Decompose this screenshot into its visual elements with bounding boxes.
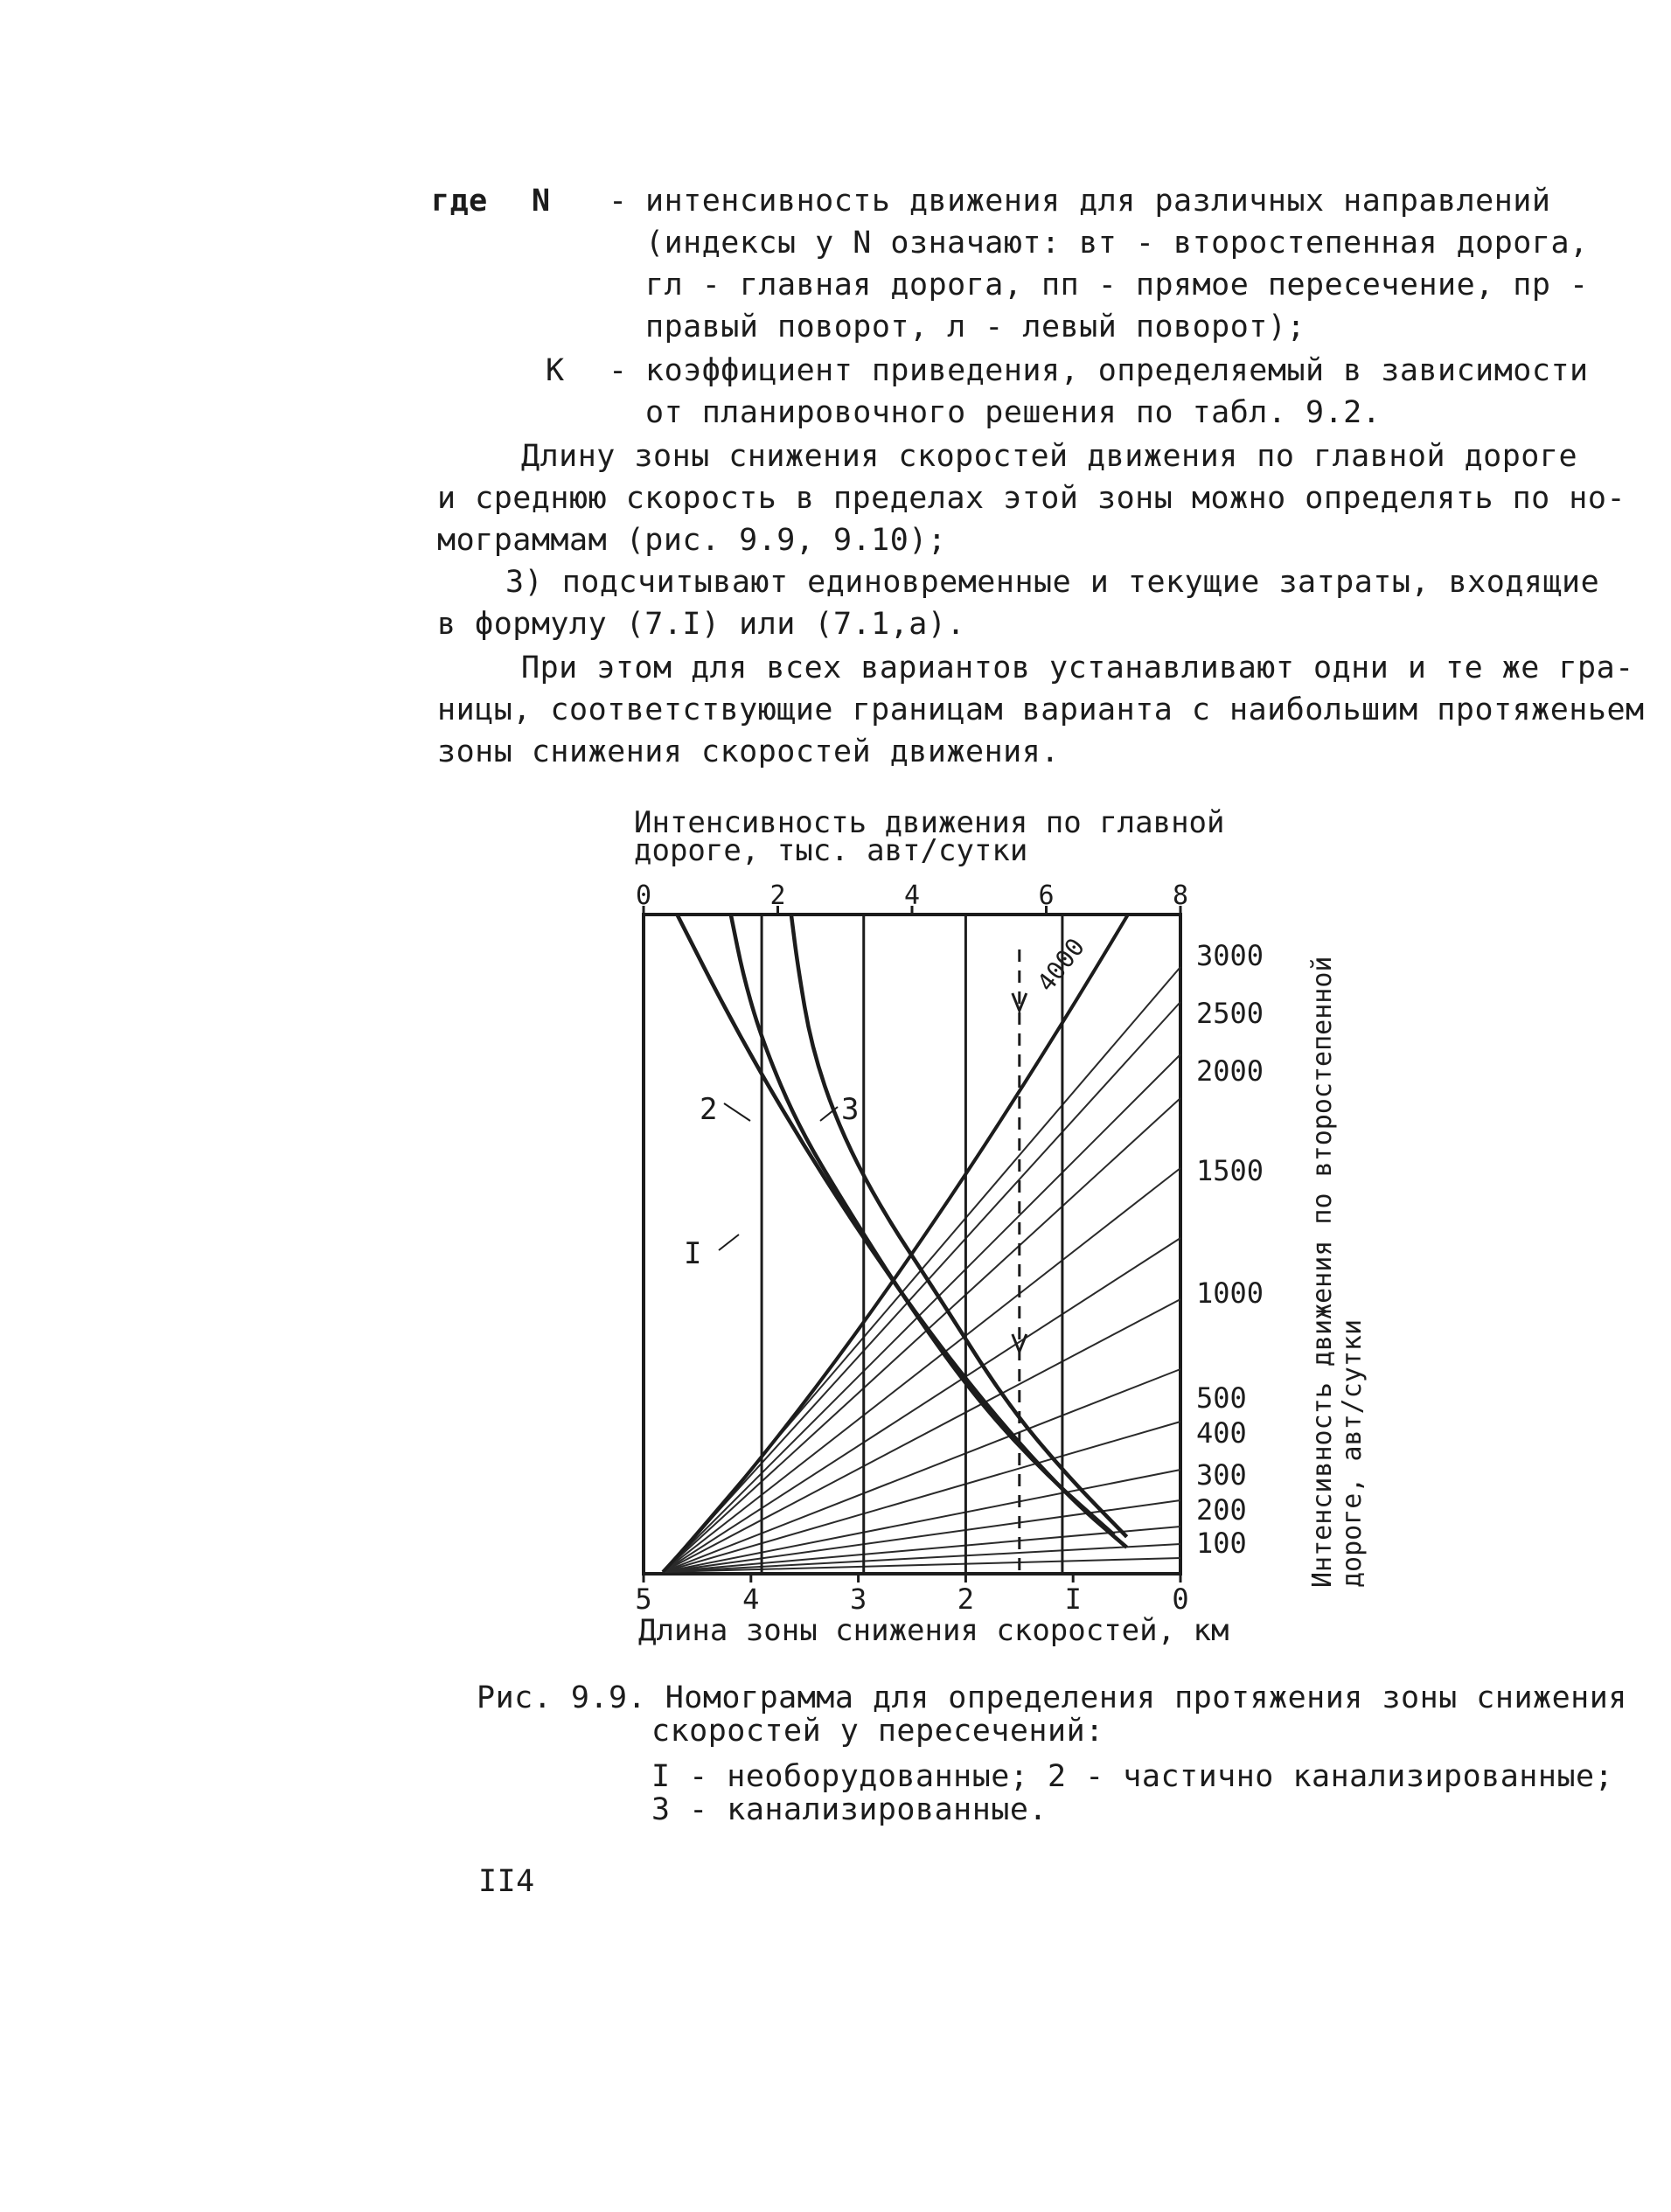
top-tick-label: 8 bbox=[1172, 880, 1189, 911]
paragraph-1-line-2: и среднюю скорость в пределах этой зоны можно определять по но- bbox=[437, 481, 1626, 516]
paragraph-2-line-2: в формулу (7.I) или (7.1,а). bbox=[437, 607, 966, 642]
paragraph-2-line-1: 3) подсчитывают единовременные и текущие затраты, входящие bbox=[505, 565, 1600, 600]
def-n-line-3: гл - главная дорога, пп - прямое пересечение, пр - bbox=[645, 268, 1589, 303]
paragraph-1-line-3: мограммам (рис. 9.9, 9.10); bbox=[437, 523, 947, 558]
def-k-symbol: К bbox=[546, 353, 565, 388]
fan-line bbox=[663, 1002, 1180, 1572]
curve-label-3: 3 bbox=[841, 1092, 860, 1127]
right-tick-label: 400 bbox=[1196, 1416, 1247, 1450]
top-axis-title-line-2: дороге, тыс. авт/сутки bbox=[634, 833, 1028, 868]
def-k-line-1: коэффициент приведения, определяемый в зависимости bbox=[645, 353, 1589, 388]
right-tick-label: 300 bbox=[1196, 1458, 1247, 1492]
def-where-word: где bbox=[431, 184, 488, 219]
figure-caption-line-1: Рис. 9.9. Номограмма для определения протяжения зоны снижения bbox=[477, 1680, 1627, 1715]
right-tick-label: 100 bbox=[1196, 1527, 1247, 1560]
def-n-dash: - bbox=[609, 184, 628, 219]
figure-legend-line-1: I - необорудованные; 2 - частично канализированные; bbox=[651, 1759, 1614, 1794]
right-tick-label: 200 bbox=[1196, 1493, 1247, 1527]
fan-line bbox=[663, 1098, 1180, 1572]
right-tick-label: 2500 bbox=[1196, 997, 1264, 1030]
curve-leader bbox=[724, 1103, 750, 1121]
fan-line-4000 bbox=[663, 915, 1128, 1572]
top-tick-label: 4 bbox=[903, 880, 921, 911]
paragraph-3-line-2: ницы, соответствующие границам варианта с наибольшим протяженьем bbox=[437, 692, 1645, 727]
bottom-tick-label: I bbox=[1064, 1582, 1082, 1616]
figure-legend-line-2: 3 - канализированные. bbox=[651, 1792, 1048, 1827]
nomogram-curves bbox=[677, 915, 1126, 1548]
fan-line bbox=[663, 1369, 1180, 1572]
right-tick-label: 2000 bbox=[1196, 1054, 1264, 1088]
paragraph-3-line-3: зоны снижения скоростей движения. bbox=[437, 734, 1060, 769]
right-tick-label: 3000 bbox=[1196, 939, 1264, 972]
curve-leader bbox=[719, 1235, 739, 1250]
right-axis-title-line-1: Интенсивность движения по второстепенной bbox=[1307, 956, 1338, 1588]
bottom-tick-label: 2 bbox=[957, 1582, 975, 1616]
fan-label-4000: 4000 bbox=[1031, 932, 1091, 998]
axis-labels bbox=[634, 805, 1368, 1648]
def-n-line-4: правый поворот, л - левый поворот); bbox=[645, 310, 1306, 344]
right-axis-title-line-2: дороге, авт/сутки bbox=[1337, 1318, 1368, 1588]
page-number: II4 bbox=[478, 1864, 535, 1899]
bottom-tick-label: 5 bbox=[635, 1582, 652, 1616]
right-tick-label: 500 bbox=[1196, 1381, 1247, 1415]
fan-line bbox=[663, 1544, 1180, 1572]
top-tick-label: 2 bbox=[769, 880, 786, 911]
def-n-symbol: N bbox=[532, 184, 551, 219]
top-tick-label: 0 bbox=[635, 880, 652, 911]
def-k-line-2: от планировочного решения по табл. 9.2. bbox=[645, 395, 1382, 430]
def-n-line-1: интенсивность движения для различных направлений bbox=[645, 184, 1551, 219]
fan-line bbox=[663, 1054, 1180, 1572]
fan-line bbox=[663, 1299, 1180, 1572]
def-k-dash: - bbox=[609, 353, 628, 388]
top-tick-label: 6 bbox=[1038, 880, 1055, 911]
def-n-line-2: (индексы у N означают: вт - второстепенная дорога, bbox=[645, 226, 1589, 261]
intensity-fan-lines bbox=[663, 915, 1180, 1572]
curve-2 bbox=[731, 915, 1113, 1534]
right-tick-label: 1500 bbox=[1196, 1154, 1264, 1187]
paragraph-1-line-1: Длину зоны снижения скоростей движения по главной дороге bbox=[521, 439, 1578, 474]
right-tick-label: 1000 bbox=[1196, 1276, 1264, 1310]
curve-I bbox=[677, 915, 1126, 1548]
top-axis-title-line-1: Интенсивность движения по главной bbox=[634, 805, 1225, 840]
bottom-tick-label: 0 bbox=[1172, 1582, 1189, 1616]
bottom-tick-label: 4 bbox=[742, 1582, 760, 1616]
curve-label-2: 2 bbox=[700, 1092, 718, 1127]
paragraph-3-line-1: При этом для всех вариантов устанавливают одни и те же гра- bbox=[521, 650, 1634, 685]
figure-caption-line-2: скоростей у пересечений: bbox=[651, 1714, 1104, 1749]
bottom-tick-label: 3 bbox=[849, 1582, 867, 1616]
bottom-axis-title: Длина зоны снижения скоростей, км bbox=[638, 1613, 1229, 1648]
curve-label-1: I bbox=[684, 1236, 702, 1271]
